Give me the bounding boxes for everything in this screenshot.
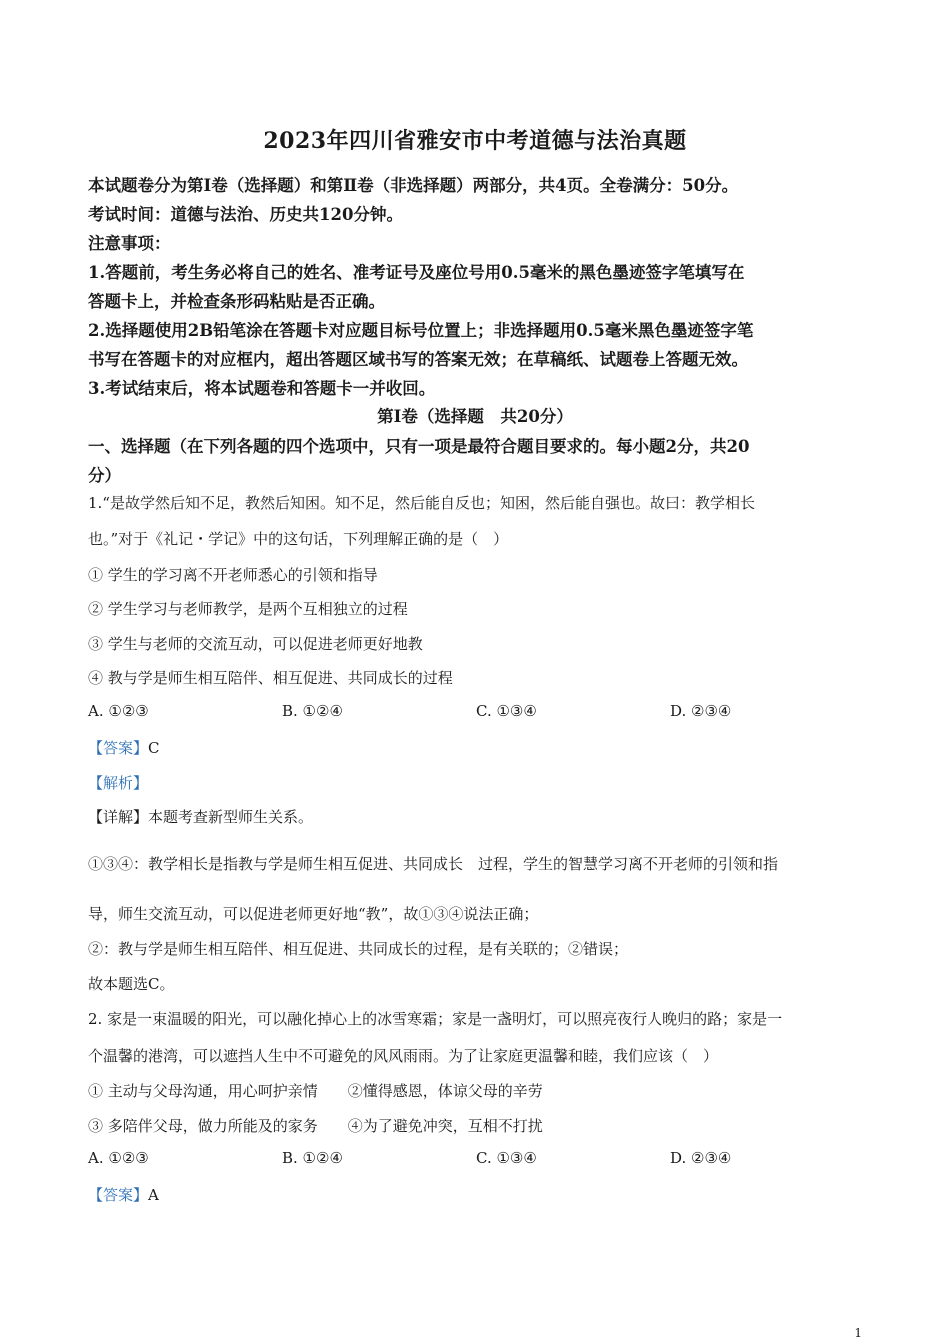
q1-option-c: C. ①③④ (476, 702, 537, 720)
q1-statement-3: ③ 学生与老师的交流互动，可以促进老师更好地教 (88, 635, 423, 653)
q2-statements-34: ③ 多陪伴父母，做力所能及的家务 ④为了避免冲突，互相不打扰 (88, 1117, 543, 1135)
document-title: 2023年四川省雅安市中考道德与法治真题 (263, 128, 687, 154)
q2-answer (88, 1184, 159, 1205)
q1-stem-b: 也。”对于《礼记・学记》中的这句话，下列理解正确的是（ ） (88, 530, 509, 548)
notice-3: 3.考试结束后，将本试题卷和答题卡一并收回。 (88, 379, 436, 398)
q1-detail-d: ②：教与学是师生相互陪伴、相互促进、共同成长的过程，是有关联的；②错误； (88, 940, 629, 958)
answer-value: A (148, 1186, 159, 1204)
q1-detail-c: 导，师生交流互动，可以促进老师更好地“教”，故①③④说法正确； (88, 905, 539, 923)
notice-1a: 1.答题前，考生务必将自己的姓名、准考证号及座位号用0.5毫米的黑色墨迹签字笔填写在 (88, 263, 745, 282)
q1-detail-b: ①③④：教学相长是指教与学是师生相互促进、共同成长 过程，学生的智慧学习离不开老师的引领和指 (88, 855, 779, 873)
volume-heading: 第Ⅰ卷（选择题 共20分） (377, 407, 573, 426)
answer-tag: 【答案】 (88, 1186, 149, 1204)
q2-stem-a: 2. 家是一束温暖的阳光，可以融化掉心上的冰雪寒霜；家是一盏明灯，可以照亮夜行人晚归的路；家是一 (88, 1010, 783, 1028)
q1-analysis-tag: 【解析】 (88, 774, 149, 792)
notice-1b: 答题卡上，并检查条形码粘贴是否正确。 (88, 292, 385, 311)
section-heading-b: 分） (88, 466, 121, 485)
section-heading-a: 一、选择题（在下列各题的四个选项中，只有一项是最符合题目要求的。每小题2分，共20 (88, 437, 750, 456)
page-number: 1 (854, 1326, 862, 1340)
q2-statements-12: ① 主动与父母沟通，用心呵护亲情 ②懂得感恩，体谅父母的辛劳 (88, 1082, 543, 1100)
q1-statement-1: ① 学生的学习离不开老师悉心的引领和指导 (88, 566, 378, 584)
q1-option-a: A. ①②③ (88, 702, 149, 720)
notice-2a: 2.选择题使用2B铅笔涂在答题卡对应题目标号位置上；非选择题用0.5毫米黑色墨迹签字笔 (88, 321, 754, 340)
q1-stem-a: 1.“是故学然后知不足，教然后知困。知不足，然后能自反也；知困，然后能自强也。故曰：教学相长 (88, 494, 755, 512)
q1-detail-e: 故本题选C。 (88, 975, 175, 993)
q2-option-b: B. ①②④ (282, 1149, 343, 1167)
q2-option-c: C. ①③④ (476, 1149, 537, 1167)
q1-answer (88, 737, 160, 758)
answer-tag: 【答案】 (88, 739, 149, 757)
q2-stem-b: 个温馨的港湾，可以遮挡人生中不可避免的风风雨雨。为了让家庭更温馨和睦，我们应该（ ） (88, 1047, 719, 1065)
q1-statement-4: ④ 教与学是师生相互陪伴、相互促进、共同成长的过程 (88, 669, 453, 687)
intro-line-1: 本试题卷分为第Ⅰ卷（选择题）和第Ⅱ卷（非选择题）两部分，共4页。全卷满分：50分。 (88, 176, 739, 195)
q2-option-d: D. ②③④ (670, 1149, 732, 1167)
notice-title: 注意事项： (88, 234, 171, 253)
q1-detail-a: 【详解】本题考查新型师生关系。 (88, 808, 314, 826)
q2-option-a: A. ①②③ (88, 1149, 149, 1167)
q1-option-b: B. ①②④ (282, 702, 343, 720)
q1-statement-2: ② 学生学习与老师教学，是两个互相独立的过程 (88, 600, 408, 618)
notice-2b: 书写在答题卡的对应框内，超出答题区域书写的答案无效；在草稿纸、试题卷上答题无效。 (88, 350, 748, 369)
q1-option-d: D. ②③④ (670, 702, 732, 720)
answer-value: C (148, 739, 160, 757)
intro-line-2: 考试时间：道德与法治、历史共120分钟。 (88, 205, 403, 224)
